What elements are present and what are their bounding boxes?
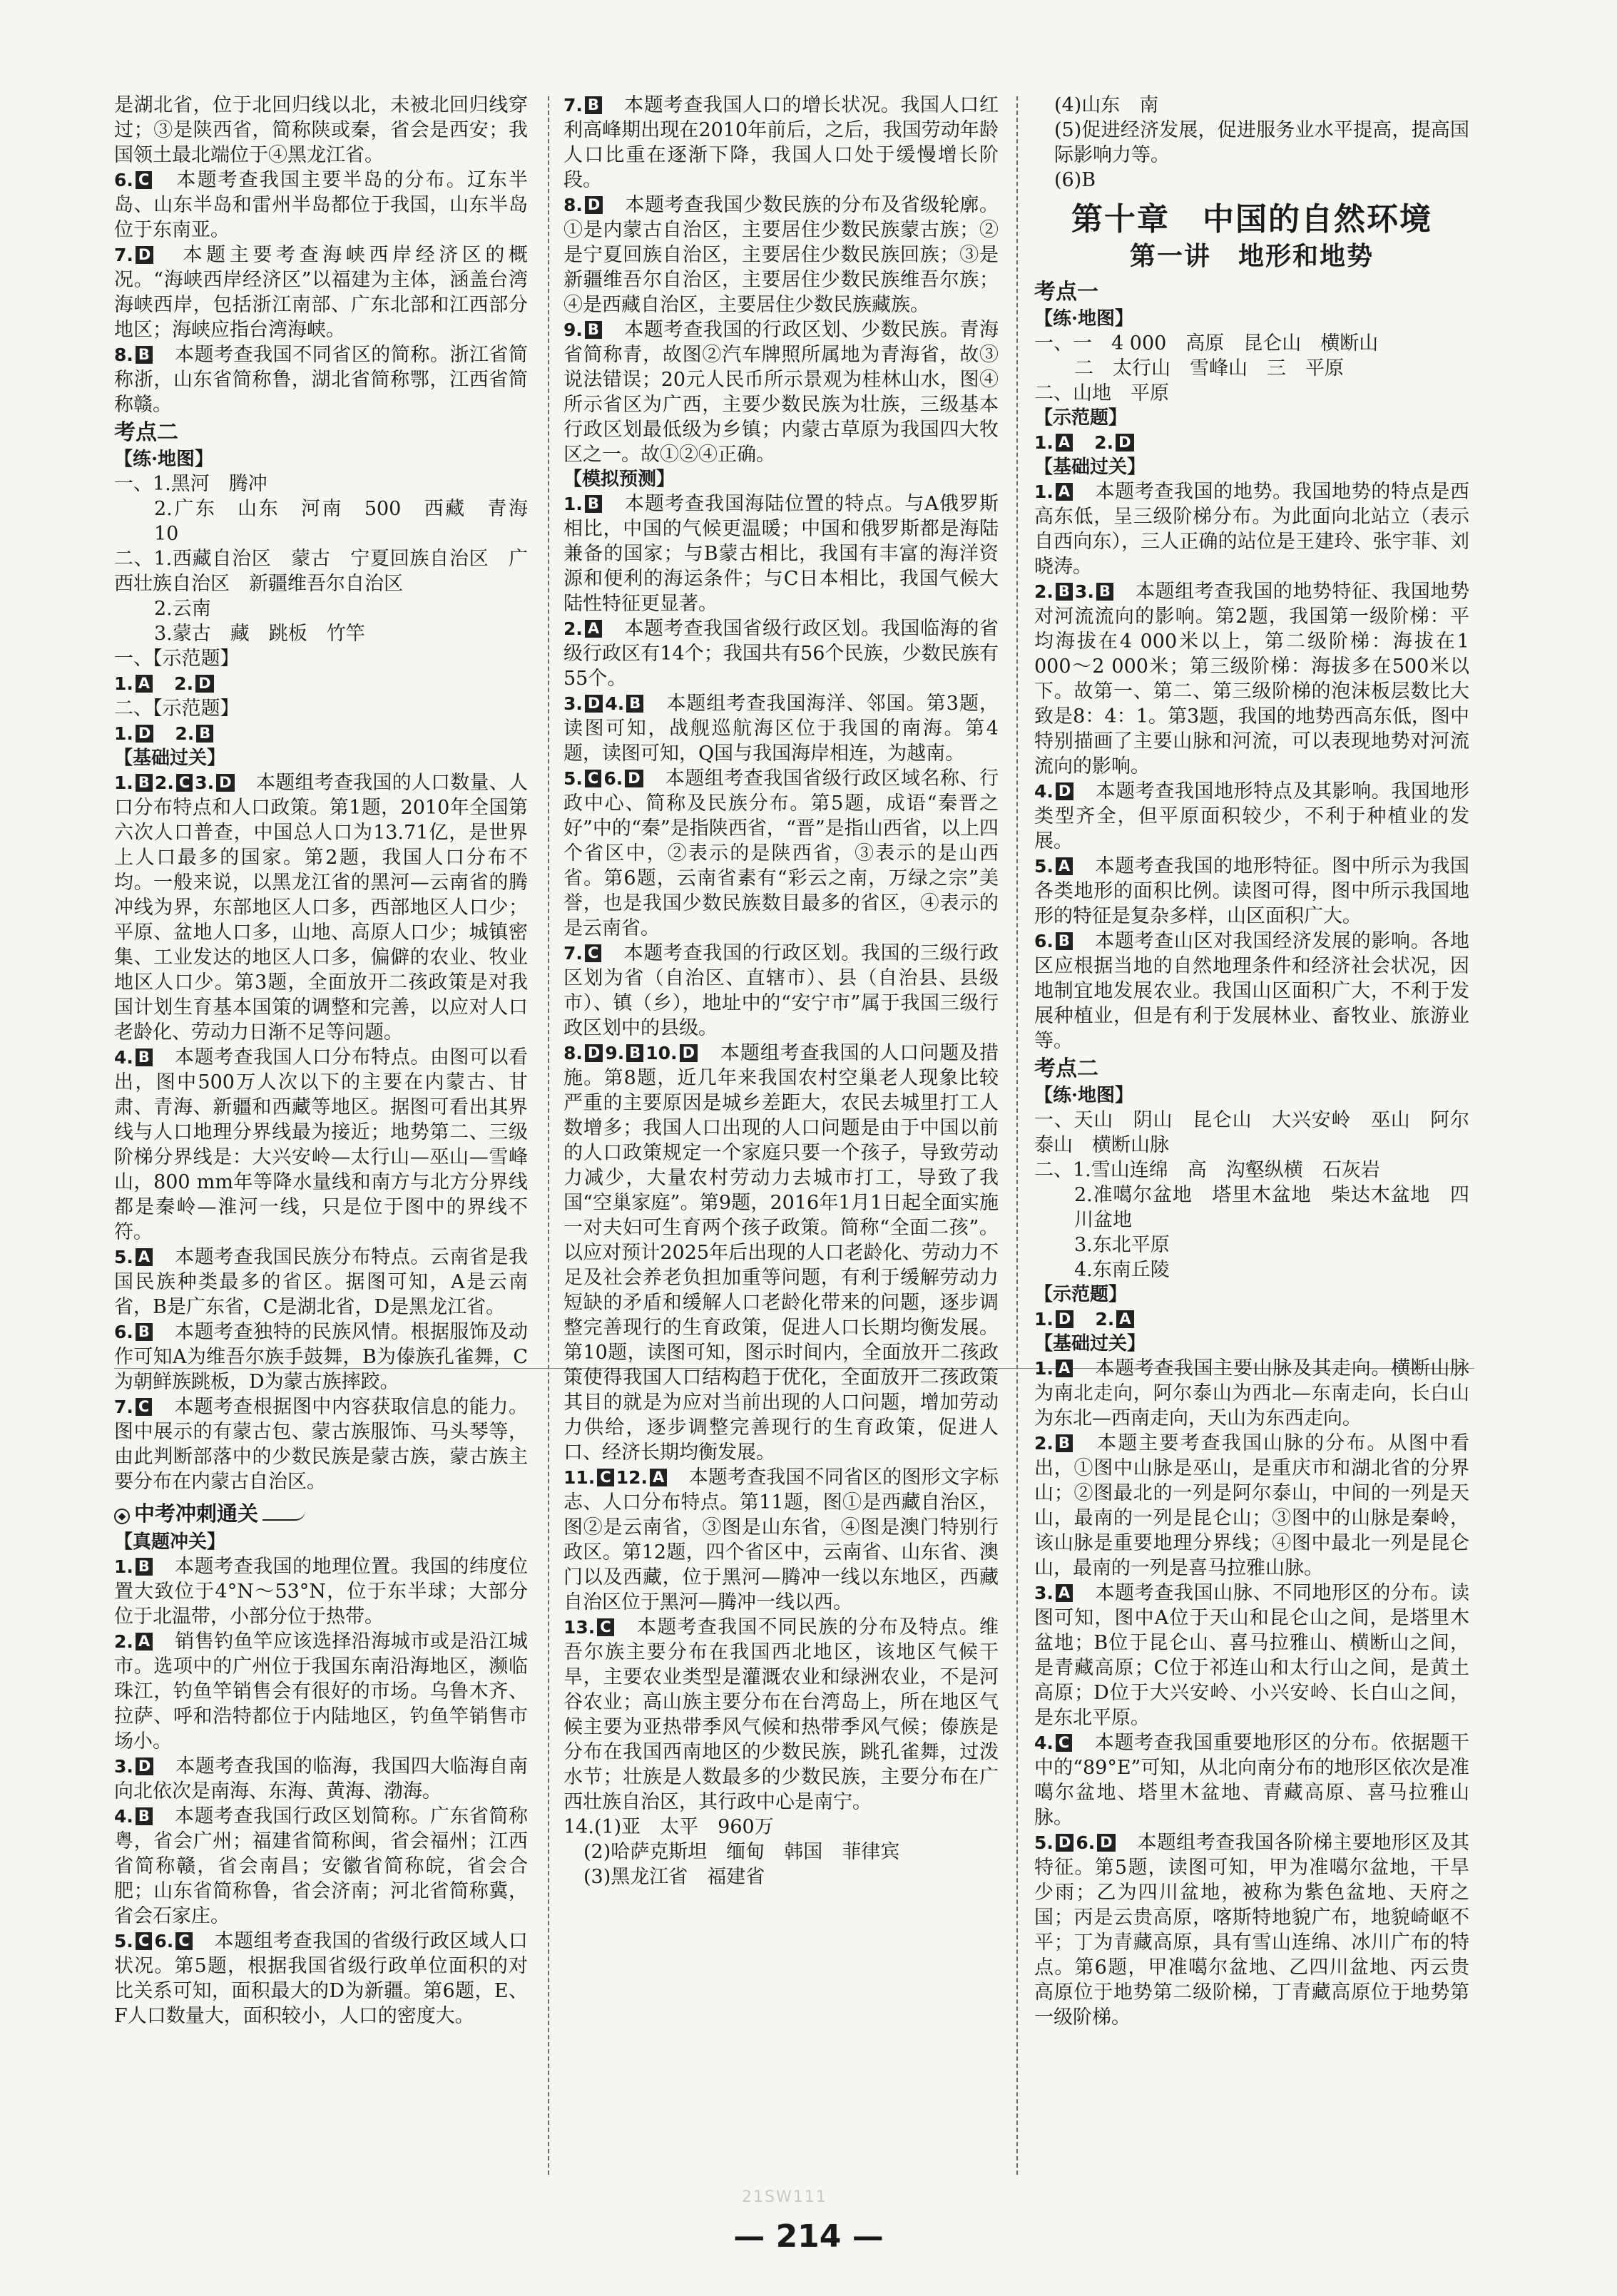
question-number: 4. — [1034, 781, 1054, 802]
answer-badge: C — [597, 1618, 613, 1636]
answer-badge: C — [136, 171, 152, 189]
diamond-icon: ◆ — [114, 1509, 130, 1524]
answer-badge: C — [597, 1469, 613, 1486]
question-number: 5. — [1034, 856, 1054, 877]
answer-explanation: 7. D 本题主要考查海峡西岸经济区的概况。“海峡西岸经济区”以福建为主体，涵盖台湾海峡西岸，包括浙江南部、广东北部和江西部分地区；海峡应指台湾海峡。 — [114, 244, 528, 341]
text-line: 二、1.雪山连绵 高 沟壑纵横 石灰岩 — [1034, 1159, 1380, 1181]
question-number: 9. — [605, 1043, 625, 1063]
sub-heading: 【练·地图】 — [1034, 1085, 1134, 1106]
answer-explanation: 7. B 本题考查我国人口的增长状况。我国人口红利高峰期出现在2010年前后，之后，我国劳动年龄人口比重在逐渐下降，我国人口处于缓慢增长阶段。 — [563, 94, 999, 191]
answer-badge: D — [195, 675, 213, 693]
answer-explanation: 11. C 12. A 本题考查我国不同省区的图形文字标志、人口分布特点。第11题，图①是西藏自治区，图②是云南省，③图是山东省，④图是澳门特别行政区。第12题，四个省区中，云南省、山东省、澳门以及西藏，位于黑河—腾冲一线以东地区，西藏自治区位于黑河—腾冲一线以西。 — [563, 1466, 999, 1613]
answer-line — [1034, 1307, 1469, 1332]
question-number: 1. — [114, 1556, 133, 1577]
watermark: 21SW111 — [742, 2188, 827, 2206]
answer-badge: A — [650, 1469, 667, 1486]
answer-badge: B — [626, 1044, 643, 1062]
text-line: 3.东北平原 — [1074, 1234, 1170, 1256]
answer-badge: A — [136, 1633, 153, 1650]
column-right — [1034, 93, 1469, 2175]
answer-explanation: 5. C 6. D 本题组考查我国省级行政区域名称、行政中心、简称及民族分布。第5题，成语“秦晋之好”中的“秦”是指陕西省，“晋”是指山西省，以上四个省区中，②表示的是陕西省，③表示的是山西省。第6题，云南省素有“彩云之南，万绿之宗”美誉，也是我国少数民族数目最多的省区，④表示的是云南省。 — [563, 767, 999, 939]
question-number: 4. — [114, 1806, 133, 1827]
question-number: 4. — [1034, 1733, 1054, 1753]
chapter-title: 第十章 中国的自然环境 — [1071, 201, 1432, 238]
question-number: 10. — [646, 1043, 678, 1063]
answer-badge: A — [1056, 434, 1073, 451]
column-divider — [1016, 96, 1018, 2175]
answer-badge: B — [585, 495, 602, 513]
answer-badge: B — [136, 346, 153, 364]
text-line: (2)哈萨克斯坦 缅甸 韩国 菲律宾 — [583, 1841, 900, 1863]
answer-explanation: 7. C 本题考查根据图中内容获取信息的能力。图中展示的有蒙古包、蒙古族服饰、马头琴等，由此判断部落中的少数民族是蒙古族，蒙古族主要分布在内蒙古自治区。 — [114, 1396, 528, 1493]
answer-explanation: 4. C 本题考查我国重要地形区的分布。依据题干中的“89°E”可知，从北向南分布的地形区依次是准噶尔盆地、塔里木盆地、青藏高原、喜马拉雅山脉。 — [1034, 1732, 1469, 1829]
sub-heading: 【示范题】 — [1034, 1284, 1128, 1305]
answer-badge: B — [585, 321, 602, 339]
question-number: 7. — [114, 245, 133, 265]
answer-explanation: 6. B 本题考查独特的民族风情。根据服饰及动作可知A为维吾尔族手鼓舞，B为傣族孔雀舞，C为朝鲜族跳板，D为蒙古族摔跤。 — [114, 1321, 528, 1393]
answer-explanation: 5. D 6. D 本题组考查我国各阶梯主要地形区及其特征。第5题，读图可知，甲为准噶尔盆地，干旱少雨；乙为四川盆地，被称为紫色盆地、天府之国；丙是云贵高原，喀斯特地貌广布，地貌崎岖不平；丁为青藏高原，具有雪山连绵、冰川广布的特点。第6题，甲准噶尔盆地、乙四川盆地、丙云贵高原位于地势第二级阶梯，丁青藏高原位于地势第一级阶梯。 — [1034, 1832, 1469, 2029]
answer-badge: A — [1116, 1310, 1133, 1328]
answer-badge: D — [1056, 782, 1073, 800]
section-heading: 考点二 — [114, 420, 178, 445]
answer-badge: C — [136, 1398, 152, 1416]
answer-badge: A — [136, 675, 153, 693]
question-number: 3. — [1034, 1583, 1054, 1603]
question-number: 2. — [114, 1631, 133, 1652]
question-number: 6. — [603, 768, 623, 789]
question-number: 1. — [114, 772, 133, 793]
answer-line — [114, 671, 528, 696]
question-number: 2. — [154, 772, 174, 793]
section-heading: 考点一 — [1034, 280, 1098, 305]
question-number: 6. — [154, 1931, 174, 1951]
answer-badge: D — [136, 1757, 153, 1775]
question-number: 1. — [1034, 432, 1054, 453]
answer-badge: C — [1056, 1734, 1072, 1752]
question-number: 1. — [1034, 1309, 1054, 1330]
answer-badge: D — [585, 695, 603, 713]
answer-badge: B — [1056, 932, 1073, 950]
sub-heading: 【真题冲关】 — [114, 1531, 226, 1553]
answer-explanation: 2. B 本题主要考查我国山脉的分布。从图中看出，①图中山脉是巫山，是重庆市和湖北省的分界山；②图最北的一列是阿尔泰山，中间的一列是天山，最南的一列是昆仑山；③图中的山脉是秦岭，该山脉是重要地理分界线；④图中最北一列是昆仑山，最南的一列是喜马拉雅山脉。 — [1034, 1432, 1469, 1579]
answer-badge: C — [176, 774, 193, 792]
text-line: 是湖北省，位于北回归线以北，未被北回归线穿过；③是陕西省，简称陕或秦，省会是西安；我国领土最北端位于④黑龙江省。 — [114, 94, 528, 166]
answer-line — [1034, 430, 1469, 455]
answer-badge: D — [585, 1044, 603, 1062]
question-number: 8. — [563, 1043, 583, 1063]
banner-heading: ◆ 中考冲刺通关 — [114, 1499, 528, 1529]
question-number: 7. — [563, 943, 583, 964]
text-line: 2.广东 山东 河南 500 西藏 青海 10 — [154, 498, 547, 545]
answer-badge: D — [1056, 1310, 1073, 1328]
answer-explanation: 5. A 本题考查我国的地形特征。图中所示为我国各类地形的面积比例。读图可得，图中所示我国地形的特征是复杂多样，山区面积广大。 — [1034, 855, 1469, 927]
question-number: 1. — [1034, 481, 1054, 502]
answer-badge: B — [136, 1323, 153, 1341]
column-middle — [563, 93, 999, 2175]
answer-explanation: 2. B 3. B 本题组考查我国的地势特征、我国地势对河流流向的影响。第2题，我国第一级阶梯：平均海拔在4 000米以上，第二级阶梯：海拔在1 000～2 000米；第三级阶梯：海拔多在500米以下。故第一、第二、第三级阶梯的泡沫板层数比大致是8：4：1。第3题，我国的地势西高东低，图中特别描画了主要山脉和河流，可以表现地势对河流流向的影响。 — [1034, 581, 1469, 777]
answer-badge: C — [175, 1932, 192, 1950]
sub-heading: 【示范题】 — [1034, 407, 1128, 429]
text-line: 二、1.西藏自治区 蒙古 宁夏回族自治区 广西壮族自治区 新疆维吾尔自治区 — [114, 548, 528, 595]
column-right-body — [1034, 278, 1469, 2030]
text-line: 2.准噶尔盆地 塔里木盆地 柴达木盆地 四川盆地 — [1074, 1184, 1469, 1231]
question-number: 6. — [114, 170, 133, 190]
question-number: 13. — [563, 1617, 596, 1638]
text-line: 3.蒙古 藏 跳板 竹竿 — [154, 623, 365, 645]
answer-explanation: 2. A 销售钓鱼竿应该选择沿海城市或是沿江城市。选项中的广州位于我国东南沿海地区，濒临珠江，钓鱼竿销售会有很好的市场。乌鲁木齐、拉萨、呼和浩特都位于内陆地区，钓鱼竿销售市场小。 — [114, 1631, 528, 1752]
answer-badge: B — [136, 1807, 153, 1825]
text-line: 一、【示范题】 — [114, 648, 240, 670]
text-line: 4.东南丘陵 — [1074, 1259, 1170, 1281]
answer-badge: D — [1116, 434, 1133, 451]
answer-badge: D — [136, 725, 153, 743]
text-line: 2.云南 — [154, 598, 211, 620]
answer-line — [114, 721, 528, 746]
question-number: 6. — [1076, 1832, 1096, 1853]
answer-badge: B — [1056, 583, 1073, 601]
answer-badge: D — [680, 1044, 698, 1062]
answer-explanation: 5. A 本题考查我国民族分布特点。云南省是我国民族种类最多的省区。据图可知，A是云南省，B是广东省，C是湖北省，D是黑龙江省。 — [114, 1246, 528, 1318]
answer-badge: D — [585, 196, 603, 214]
sub-heading: 【练·地图】 — [114, 449, 214, 470]
sub-heading: 【练·地图】 — [1034, 308, 1134, 330]
answer-badge: A — [1056, 1584, 1073, 1602]
text-line: (4)山东 南 — [1054, 94, 1159, 116]
question-number: 8. — [563, 195, 583, 215]
text-line: (3)黑龙江省 福建省 — [583, 1866, 765, 1888]
answer-explanation: 9. B 本题考查我国的行政区划、少数民族。青海省简称青，故图②汽车牌照所属地为青海省，故③说法错误；20元人民币所示景观为桂林山水，图④所示省区为广西，主要少数民族为壮族，三级基本行政区划最低级为乡镇；内蒙古草原为我国四大牧区之一。故①②④正确。 — [563, 319, 999, 466]
answer-explanation: 7. C 本题考查我国的行政区划。我国的三级行政区划为省（自治区、直辖市）、县（自治县、县级市）、镇（乡），地址中的“安宁市”属于我国三级行政区划中的县级。 — [563, 942, 999, 1039]
answer-badge: B — [136, 1048, 153, 1066]
answer-explanation: 8. D 9. B 10. D 本题组考查我国的人口问题及措施。第8题，近几年来我国农村空巢老人现象比较严重的主要原因是城乡差距大，农民去城里打工人数增多；我国人口出现的人口问题是由于中国以前的人口政策规定一个家庭只要一个孩子，导致劳动力减少，大量农村劳动力去城市打工，导致了我国“空巢家庭”。第9题，2016年1月1日起全面实施一对夫妇可生育两个孩子政策。简称“全面二孩”。以应对预计2025年后出现的人口老龄化、劳动力不足及社会养老负担加重等问题，有利于缓解劳动力短缺的矛盾和缓解人口老龄化带来的问题，逐步调整完善现行的生育政策，促进人口长期均衡发展。第10题，读图可知，图示时间内，全面放开二孩政策使得我国人口结构趋于优化，全面放开二孩政策其目的就是为应对当前出现的人口问题，增加劳动力供给，逐步调整完善现行的生育政策，促进人口、经济长期均衡发展。 — [563, 1042, 999, 1464]
answer-explanation: 3. D 4. B 本题组考查我国海洋、邻国。第3题，读图可知，战舰巡航海区位于我国的南海。第4题，读图可知，Q国与我国海岸相连，为越南。 — [563, 693, 999, 765]
question-number: 3. — [195, 772, 215, 793]
answer-explanation: 5. C 6. C 本题组考查我国的省级行政区域人口状况。第5题，根据我国省级行政单位面积的对比关系可知，面积最大的D为新疆。第6题，E、F人口数量大，面积较小，人口的密度大。 — [114, 1930, 528, 2027]
question-number: 5. — [114, 1931, 133, 1951]
question-number: 6. — [114, 1322, 133, 1342]
text-line: (5)促进经济发展，促进服务业水平提高，提高国际影响力等。 — [1054, 119, 1469, 166]
answer-badge: B — [626, 695, 643, 713]
question-number: 8. — [114, 345, 133, 365]
answer-badge: D — [1056, 1834, 1073, 1852]
answer-badge: B — [196, 725, 213, 743]
question-number: 1. — [114, 673, 133, 694]
answer-explanation: 6. B 本题考查山区对我国经济发展的影响。各地区应根据当地的自然地理条件和经济社会状况，因地制宜地发展农业。我国山区面积广大，不利于发展种植业，但是有利于发展林业、畜牧业、旅游业等。 — [1034, 930, 1469, 1052]
text-line: 二、【示范题】 — [114, 698, 240, 720]
question-number: 1. — [563, 494, 583, 514]
question-number: 9. — [563, 320, 583, 340]
question-number: 5. — [563, 768, 583, 789]
text-line: 14.(1)亚 太平 960万 — [563, 1816, 774, 1838]
column-divider — [548, 96, 549, 2175]
answer-explanation: 3. D 本题考查我国的临海，我国四大临海自南向北依次是南海、东海、黄海、渤海。 — [114, 1755, 528, 1802]
question-number: 4. — [114, 1047, 133, 1068]
answer-badge: B — [136, 774, 153, 792]
text-line: (6)B — [1054, 169, 1096, 191]
answer-badge: D — [136, 246, 153, 264]
answer-explanation: 1. B 本题考查我国的地理位置。我国的纬度位置大致位于4°N～53°N，位于东半球；大部分位于北温带，小部分位于热带。 — [114, 1556, 528, 1628]
column-left — [114, 93, 547, 2175]
answer-badge: A — [585, 620, 602, 638]
question-number: 2. — [174, 673, 194, 694]
answer-badge: D — [625, 770, 643, 787]
answer-explanation: 4. B 本题考查我国行政区划简称。广东省简称粤，省会广州；福建省简称闽，省会福州；江西省简称赣，省会南昌；安徽省简称皖，省会合肥；山东省简称鲁，省会济南；河北省简称冀，省会石家庄。 — [114, 1805, 528, 1927]
page-number: — 214 — — [733, 2218, 884, 2255]
answer-explanation: 6. C 本题考查我国主要半岛的分布。辽东半岛、山东半岛和雷州半岛都位于我国，山东半岛位于东南亚。 — [114, 169, 528, 241]
answer-explanation: 13. C 本题考查我国不同民族的分布及特点。维吾尔族主要分布在我国西北地区，该地区气候干旱，主要农业类型是灌溉农业和绿洲农业，不是河谷农业；高山族主要分布在台湾岛上，所在地区气候主要为亚热带季风气候和热带季风气候；傣族是分布在我国西南地区的少数民族，跳孔雀舞，过泼水节；壮族是人数最多的少数民族，主要分布在广西壮族自治区，其行政中心是南宁。 — [563, 1616, 999, 1813]
question-number: 5. — [1034, 1832, 1054, 1853]
answer-explanation: 1. B 本题考查我国海陆位置的特点。与A俄罗斯相比，中国的气候更温暖；中国和俄罗斯都是海陆兼备的国家；与B蒙古相比，我国有丰富的海洋资源和便利的海运条件；与C日本相比，我国气候大陆性特征更显著。 — [563, 493, 999, 615]
text-line: 一、一 4 000 高原 昆仑山 横断山 — [1034, 332, 1379, 354]
answer-explanation: 4. B 本题考查我国人口分布特点。由图可以看出，图中500万人次以下的主要在内蒙古、甘肃、青海、新疆和西藏等地区。据图可看出其界线与人口地理分界线最为接近；地势第二、三级阶梯分界线是：大兴安岭—太行山—巫山—雪峰山，800 mm年等降水量线和南方与北方分界线都是秦岭—淮河一线，只是位于图中的界线不符。 — [114, 1046, 528, 1243]
answer-badge: B — [1096, 583, 1113, 601]
answer-badge: B — [1056, 1434, 1073, 1452]
column-right-top — [1034, 93, 1469, 193]
answer-badge: C — [585, 944, 601, 962]
text-line: 二 太行山 雪峰山 三 平原 — [1074, 357, 1344, 379]
answer-badge: C — [585, 770, 601, 787]
answer-explanation: 1. B 2. C 3. D 本题组考查我国的人口数量、人口分布特点和人口政策。第1题，2010年全国第六次人口普查，中国总人口为13.71亿，是世界上人口最多的国家。第2题，我国人口分布不均。一般来说，以黑龙江省的黑河—云南省的腾冲线为界，东部地区人口多，西部地区人口少；平原、盆地人口多，山地、高原人口少；城镇密集、工业发达的地区人口多，偏僻的农业、牧业地区人口少。第3题，全面放开二孩政策是对我国计划生育基本国策的调整和完善，以应对人口老龄化、劳动力日渐不足等问题。 — [114, 772, 528, 1044]
answer-badge: B — [136, 1558, 153, 1576]
answer-badge: A — [1056, 483, 1073, 501]
question-number: 2. — [563, 618, 583, 639]
answer-explanation: 8. B 本题考查我国不同省区的简称。浙江省简称浙，山东省简称鲁，湖北省简称鄂，江西省简称赣。 — [114, 344, 528, 416]
answer-explanation: 3. A 本题考查我国山脉、不同地形区的分布。读图可知，图中A位于天山和昆仑山之间，是塔里木盆地；B位于昆仑山、喜马拉雅山、横断山之间，是青藏高原；C位于祁连山和太行山之间，是黄土高原；D位于大兴安岭、小兴安岭、长白山之间，是东北平原。 — [1034, 1582, 1469, 1729]
answer-explanation: 4. D 本题考查我国地形特点及其影响。我国地形类型齐全，但平原面积较少，不利于种植业的发展。 — [1034, 780, 1469, 852]
question-number: 7. — [563, 95, 583, 116]
answer-explanation: 2. A 本题考查我国省级行政区划。我国临海的省级行政区有14个；我国共有56个民族，少数民族有55个。 — [563, 618, 999, 690]
sub-heading: 【模拟预测】 — [563, 469, 675, 490]
section-subtitle: 第一讲 地形和地势 — [1129, 241, 1374, 271]
question-number: 2. — [175, 723, 195, 744]
answer-explanation: 1. A 本题考查我国的地势。我国地势的特点是西高东低，呈三级阶梯分布。为此面向北站立（表示自西向东），三人正确的站位是王建玲、张宇菲、刘晓涛。 — [1034, 481, 1469, 578]
answer-badge: B — [585, 96, 602, 114]
question-number: 7. — [114, 1397, 133, 1417]
question-number: 2. — [1095, 1309, 1115, 1330]
answer-badge: D — [216, 774, 234, 792]
answer-badge: A — [136, 1248, 153, 1266]
answer-explanation: 1. A 本题考查我国主要山脉及其走向。横断山脉为南北走向，阿尔泰山为西北—东南走向，长白山为东北—西南走向，天山为东西走向。 — [1034, 1357, 1469, 1429]
question-number: 12. — [616, 1467, 648, 1488]
sub-heading: 【基础过关】 — [1034, 456, 1146, 478]
answer-badge: A — [1056, 857, 1073, 875]
sub-heading: 【基础过关】 — [1034, 1333, 1146, 1354]
question-number: 2. — [1034, 1433, 1054, 1454]
question-number: 1. — [114, 723, 133, 744]
text-line: 一、1.黑河 腾冲 — [114, 473, 267, 495]
question-number: 2. — [1034, 581, 1054, 602]
answer-badge: A — [1056, 1359, 1073, 1377]
question-number: 5. — [114, 1247, 133, 1267]
question-number: 6. — [1034, 931, 1054, 951]
question-number: 3. — [563, 693, 583, 714]
sub-heading: 【基础过关】 — [114, 748, 226, 769]
question-number: 1. — [1034, 1358, 1054, 1379]
question-number: 2. — [1094, 432, 1114, 453]
section-heading: 考点二 — [1034, 1056, 1098, 1081]
swoosh-decoration — [262, 1511, 305, 1521]
answer-explanation: 8. D 本题考查我国少数民族的分布及省级轮廓。①是内蒙古自治区，主要居住少数民族蒙古族；②是宁夏回族自治区，主要居住少数民族回族；③是新疆维吾尔自治区，主要居住少数民族维吾尔族；④是西藏自治区，主要居住少数民族藏族。 — [563, 194, 999, 316]
question-number: 3. — [114, 1756, 133, 1777]
question-number: 11. — [563, 1467, 596, 1488]
answer-badge: C — [136, 1932, 152, 1950]
text-line: 一、天山 阴山 昆仑山 大兴安岭 巫山 阿尔泰山 横断山脉 — [1034, 1109, 1469, 1156]
question-number: 4. — [605, 693, 625, 714]
question-number: 3. — [1074, 581, 1094, 602]
text-line: 二、山地 平原 — [1034, 382, 1169, 404]
answer-badge: D — [1097, 1834, 1115, 1852]
